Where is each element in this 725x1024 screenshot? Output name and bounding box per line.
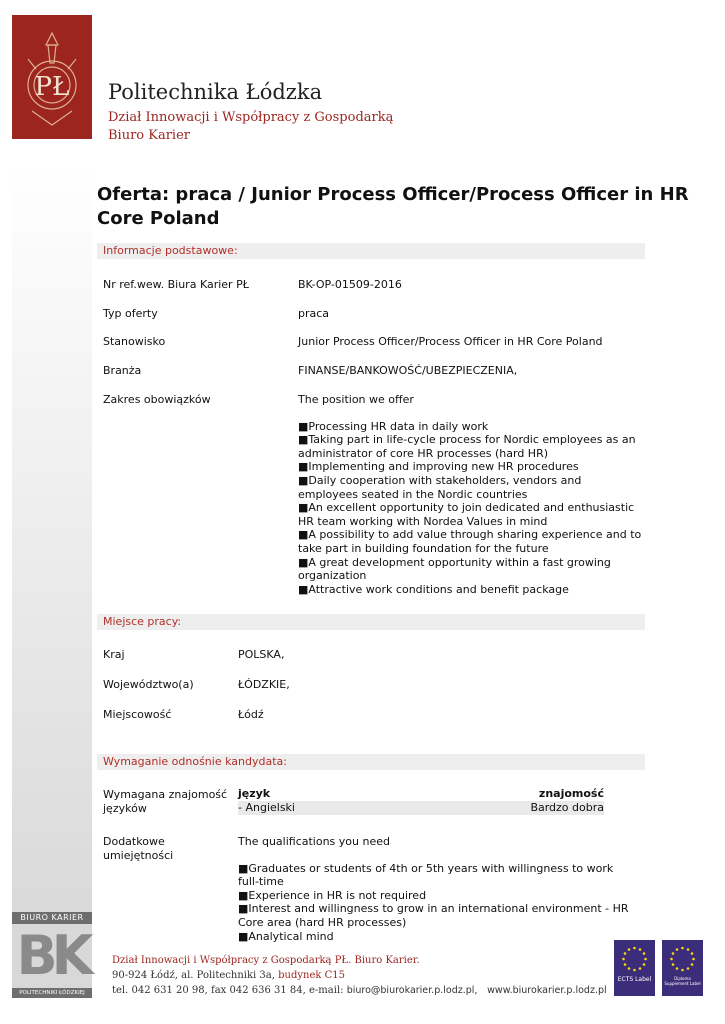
- duty-item: ■A great development opportunity within a fast growing organization: [298, 555, 611, 583]
- footer-department: Dział Innowacji i Współpracy z Gospodarką PŁ. Biuro Karier.: [112, 955, 420, 966]
- eu-stars-icon: [662, 940, 703, 996]
- footer-website-link[interactable]: www.biurokarier.p.lodz.pl: [487, 985, 607, 996]
- row-label-type: Typ oferty: [103, 307, 158, 320]
- row-label-ref: Nr ref.wew. Biura Karier PŁ: [103, 278, 249, 291]
- duty-item: ■An excellent opportunity to join dedicated and enthusiastic HR team working with Nordea Values in mind: [298, 501, 635, 528]
- level-cell: Bardzo dobra: [530, 801, 604, 814]
- footer-contact: [112, 985, 607, 996]
- bk-logo-bottom-text: POLITECHNIKI ŁÓDZKIEJ: [12, 988, 92, 998]
- duty-item: ■Attractive work conditions and benefit package: [298, 582, 569, 596]
- duty-item: ■A possibility to add value through sharing experience and to take part in building foundation for the future: [298, 528, 642, 555]
- duty-item: ■Taking part in life-cycle process for Nordic employees as an administrator of core HR processes (hard HR): [298, 433, 636, 460]
- row-label-languages: Wymagana znajomość języków: [103, 788, 228, 815]
- logo-letters: PŁ: [34, 72, 70, 102]
- column-header-level: znajomość: [538, 787, 604, 800]
- bk-logo-top-text: BIURO KARIER: [12, 912, 92, 924]
- row-value-city: Łódź: [238, 708, 264, 721]
- ds-label-badge: [662, 940, 703, 996]
- footer-email-link[interactable]: biuro@biurokarier.p.lodz.pl: [346, 985, 475, 996]
- university-logo: [12, 15, 92, 139]
- skill-item: ■Analytical mind: [238, 929, 334, 943]
- row-label-voivodeship: Województwo(a): [103, 678, 194, 691]
- language-cell: - Angielski: [238, 801, 295, 814]
- row-value-type: praca: [298, 307, 330, 320]
- skills-intro: The qualifications you need: [238, 835, 390, 848]
- row-label-industry: Branża: [103, 364, 142, 377]
- languages-table: [238, 787, 604, 815]
- skills-list: [238, 835, 633, 943]
- bk-logo-letters: BK: [16, 924, 88, 987]
- ects-label-text: ECTS Label: [617, 976, 652, 983]
- row-value-country: POLSKA,: [238, 648, 285, 661]
- row-value-position: Junior Process Officer/Process Officer in HR Core Poland: [298, 335, 603, 348]
- skill-item: ■Experience in HR is not required: [238, 888, 427, 902]
- page-title: Oferta: praca / Junior Process Officer/Process Officer in HR Core Poland: [97, 184, 689, 229]
- row-value-voivodeship: ŁÓDZKIE,: [238, 678, 290, 691]
- ds-label-text: Diploma Supplement Label: [664, 976, 701, 986]
- side-gradient-strip: [12, 160, 92, 920]
- duties-intro: The position we offer: [298, 393, 414, 406]
- eu-stars-icon: [614, 940, 655, 996]
- table-row: [238, 801, 604, 815]
- career-office-logo: [12, 912, 92, 998]
- office-name: Biuro Karier: [108, 128, 190, 143]
- row-value-industry: FINANSE/BANKOWOŚĆ/UBEZPIECZENIA,: [298, 364, 518, 377]
- footer-separator: ,: [474, 985, 478, 996]
- skill-item: ■Interest and willingness to grow in an international environment - HR Core area (hard HR processes): [238, 902, 629, 929]
- skill-item: ■Graduates or students of 4th or 5th years with willingness to work full-time: [238, 861, 614, 889]
- duties-list: [298, 393, 643, 596]
- row-label-position: Stanowisko: [103, 335, 166, 348]
- section-basic-info: Informacje podstawowe:: [97, 243, 645, 259]
- duty-item: ■Daily cooperation with stakeholders, vendors and employees seated in the Nordic countries: [298, 473, 582, 501]
- ects-label-badge: [614, 940, 655, 996]
- footer-address-street: 90-924 Łódź, al. Politechniki 3a,: [112, 970, 279, 981]
- column-header-language: język: [238, 787, 271, 800]
- row-value-ref: BK-OP-01509-2016: [298, 278, 402, 291]
- footer-address-building: budynek C15: [278, 970, 345, 981]
- row-label-skills: Dodatkowe umiejętności: [103, 835, 174, 862]
- row-label-country: Kraj: [103, 648, 125, 661]
- department-name: Dział Innowacji i Współpracy z Gospodarką: [108, 110, 394, 125]
- footer-address: [112, 970, 345, 981]
- row-label-city: Miejscowość: [103, 708, 172, 721]
- footer-phone-fax: tel. 042 631 20 98, fax 042 636 31 84, e-mail:: [112, 985, 347, 996]
- section-requirements: Wymaganie odnośnie kandydata:: [97, 754, 645, 770]
- university-name: Politechnika Łódzka: [108, 80, 323, 104]
- duty-item: ■Processing HR data in daily work: [298, 419, 489, 433]
- row-label-duties: Zakres obowiązków: [103, 393, 211, 406]
- section-workplace: Miejsce pracy:: [97, 614, 645, 630]
- torch-emblem-icon: [12, 15, 92, 139]
- languages-table-header: [238, 787, 604, 801]
- duty-item: ■Implementing and improving new HR procedures: [298, 460, 579, 474]
